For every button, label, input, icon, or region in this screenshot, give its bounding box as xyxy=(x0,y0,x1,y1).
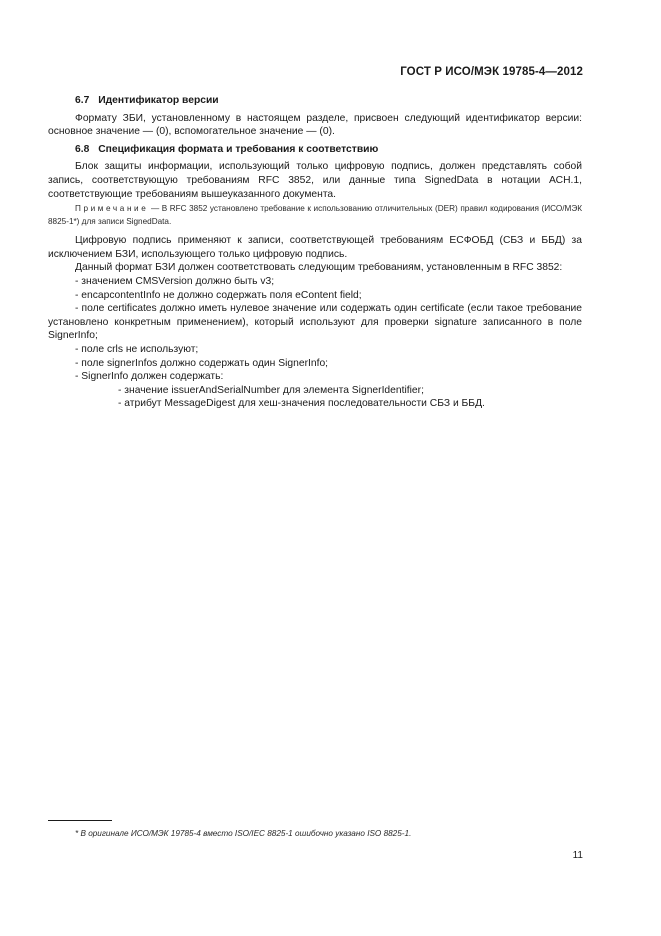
sublist-item: - значение issuerAndSerialNumber для элемента SignerIdentifier; xyxy=(118,384,424,396)
signerinfo-sublist xyxy=(48,384,582,411)
section-6-8-title: Спецификация формата и требования к соответствию xyxy=(98,143,379,155)
sublist-item: - атрибут MessageDigest для хеш-значения последовательности СБЗ и ББД. xyxy=(118,398,485,410)
section-6-7-title: Идентификатор версии xyxy=(98,95,219,106)
list-item: - encapcontentInfo не должно содержать поля eContent field; xyxy=(75,289,362,301)
note-label: Примечание xyxy=(75,204,149,214)
section-6-8-paragraph-2: Цифровую подпись применяют к записи, соответствующей требованиям ЕСФОБД (СБЗ и ББД) за исключением БЗИ, использующего только цифровую подпись. xyxy=(48,235,582,260)
document-header: ГОСТ Р ИСО/МЭК 19785-4—2012 xyxy=(400,66,583,78)
page-number: 11 xyxy=(572,850,583,861)
section-6-7-number: 6.7 xyxy=(75,95,90,106)
section-6-8-heading xyxy=(75,143,582,157)
section-6-8-number: 6.8 xyxy=(75,143,90,155)
note xyxy=(48,203,582,228)
list-item: - значением CMSVersion должно быть v3; xyxy=(75,275,275,287)
list-item: - SignerInfo должен содержать: xyxy=(75,371,224,383)
section-6-7-paragraph: Формату ЗБИ, установленному в настоящем разделе, присвоен следующий идентификатор версии: основное значение — (0), вспомогательное значение — (0). xyxy=(48,112,582,138)
footnote-divider xyxy=(48,820,112,821)
requirements-list xyxy=(48,275,582,384)
list-item: - поле signerInfos должно содержать один SignerInfo; xyxy=(75,357,329,369)
note-text: — В RFC 3852 установлено требование к использованию отличительных (DER) правил кодирования (ИСО/МЭК 8825-1*) для записи SignedData. xyxy=(48,204,582,226)
list-item: - поле crls не используют; xyxy=(75,343,199,355)
list-item: - поле certificates должно иметь нулевое значение или содержать один certificate (если такое требование установлено конкретным применением), который используют для проверки signature записанного в поле SignerInfo; xyxy=(48,303,582,342)
section-6-7-heading xyxy=(75,94,582,108)
section-6-8-paragraph-1: Блок защиты информации, использующий только цифровую подпись, должен представлять собой запись, соответствующую требованиям RFC 3852, или данные типа SignedData в нотации АСН.1, соответствующие требованиям вышеуказанного документа. xyxy=(48,161,582,200)
page-content xyxy=(48,94,582,411)
footnote: * В оригинале ИСО/МЭК 19785-4 вместо ISO/IEC 8825-1 ошибочно указано ISO 8825-1. xyxy=(75,829,412,838)
section-6-8-paragraph-3: Данный формат БЗИ должен соответствовать следующим требованиям, установленным в RFC 3852: xyxy=(75,262,563,274)
